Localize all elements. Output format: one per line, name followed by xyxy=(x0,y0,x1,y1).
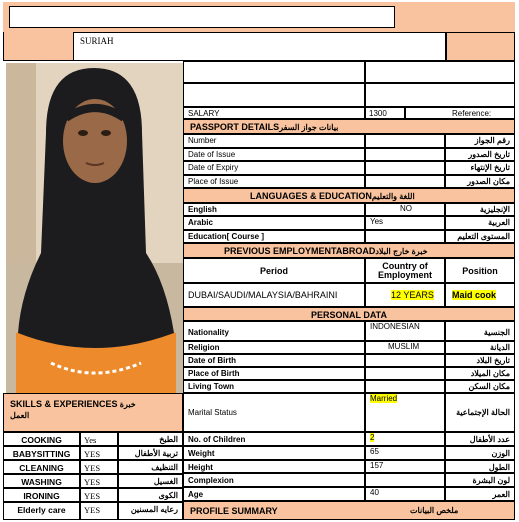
passport-row-value xyxy=(365,134,445,148)
salary-label-text: SALARY xyxy=(188,109,220,118)
marital-label-text: Marital Status xyxy=(188,408,237,417)
personal-row-label xyxy=(183,341,365,354)
col-period-text: Period xyxy=(259,266,288,276)
skill-row-ar-text: التنظيف xyxy=(151,463,178,472)
personal-row-label xyxy=(183,432,365,446)
salary-value-text: 1300 xyxy=(369,109,387,118)
language-row-value-text: Yes xyxy=(370,217,384,227)
skill-row-ar xyxy=(118,474,183,488)
personal-row-value-text: 2 xyxy=(370,433,375,442)
languages-header xyxy=(183,188,515,203)
personal-row-value xyxy=(365,487,445,501)
personal-row-label-text: Weight xyxy=(188,448,215,458)
skill-row-label xyxy=(3,474,80,488)
personal-row-ar xyxy=(445,367,515,380)
skill-row-value xyxy=(80,502,118,520)
employment-col-country xyxy=(365,258,445,283)
skill-row-value xyxy=(80,460,118,474)
passport-row-label xyxy=(183,161,365,175)
personal-row-label-text: Living Town xyxy=(188,382,235,391)
personal-row-label xyxy=(183,354,365,367)
language-row-value xyxy=(365,230,445,243)
passport-row-value xyxy=(365,175,445,189)
passport-row-value xyxy=(365,161,445,175)
personal-row-label xyxy=(183,473,365,487)
skill-row-ar-text: تربية الأطفال xyxy=(134,449,178,458)
passport-row-ar-text: تاريخ الإنتهاء xyxy=(470,163,510,172)
skill-row-value-text: Yes xyxy=(84,435,97,445)
personal-row-label-text: Age xyxy=(188,490,204,500)
skill-row-label xyxy=(3,432,80,446)
passport-row-ar xyxy=(445,175,515,189)
personal-row-value xyxy=(365,354,445,367)
personal-row-value-text: MUSLIM xyxy=(388,342,420,351)
language-row-ar xyxy=(445,230,515,243)
marital-label xyxy=(183,393,365,432)
nationality-value xyxy=(365,321,445,341)
skill-row-label-text: COOKING xyxy=(21,435,62,445)
skill-row-value-text: YES xyxy=(84,491,101,501)
col-country-text: Country of Employment xyxy=(377,261,432,281)
skill-row-ar-text: الكوى xyxy=(158,491,178,500)
language-row-label xyxy=(183,203,365,216)
language-row-label-text: English xyxy=(188,205,217,214)
personal-row-ar-text: الوزن xyxy=(491,448,510,458)
employment-col-position xyxy=(445,258,515,283)
personal-row-value-text: 65 xyxy=(370,446,379,456)
skill-row-ar xyxy=(118,502,183,520)
blank-cell-3 xyxy=(183,83,365,107)
personal-row-label xyxy=(183,487,365,501)
skill-row-label xyxy=(3,460,80,474)
personal-row-label xyxy=(183,380,365,393)
skill-row-value-text: YES xyxy=(84,449,101,459)
passport-row-value xyxy=(365,148,445,162)
personal-row-label-text: Place of Birth xyxy=(188,369,240,378)
personal-row-value-text: 40 xyxy=(370,488,379,498)
candidate-photo xyxy=(6,63,183,393)
skill-row-label xyxy=(3,488,80,502)
skill-row-label xyxy=(3,502,80,520)
skill-row-value xyxy=(80,432,118,446)
salary-value xyxy=(365,107,405,119)
reference-label: Reference: xyxy=(452,109,492,118)
nationality-label-text: Nationality xyxy=(188,328,229,337)
reference-cell xyxy=(405,107,515,119)
personal-row-ar-text: لون البشرة xyxy=(472,476,510,486)
language-row-ar-text: الإنجليزية xyxy=(479,205,510,214)
passport-title: PASSPORT DETAILS xyxy=(190,122,280,132)
personal-row-ar xyxy=(445,432,515,446)
language-row-ar-text: المستوى التعليم xyxy=(457,231,510,241)
personal-row-value xyxy=(365,367,445,380)
personal-row-ar-text: مكان السكن xyxy=(468,382,510,391)
skill-row-ar xyxy=(118,446,183,460)
language-row-value-text: NO xyxy=(400,204,412,213)
name-row-right xyxy=(446,32,515,61)
language-row-ar xyxy=(445,216,515,229)
personal-row-value xyxy=(365,460,445,474)
country-value: 12 YEARS xyxy=(391,290,434,300)
skill-row-label-text: WASHING xyxy=(21,477,62,487)
photo-illustration xyxy=(6,63,183,393)
personal-header xyxy=(183,307,515,321)
employment-period-value xyxy=(183,283,365,307)
personal-row-ar xyxy=(445,487,515,501)
position-value: Maid cook xyxy=(452,290,497,300)
passport-title-ar: بيانات جواز السفر xyxy=(279,123,339,132)
personal-row-value xyxy=(365,341,445,354)
passport-row-label-text: Number xyxy=(188,136,217,145)
languages-title-ar: اللغة والتعليم xyxy=(371,192,415,201)
personal-row-ar-text: عدد الأطفال xyxy=(469,435,510,444)
passport-row-label xyxy=(183,175,365,189)
title-box xyxy=(9,6,395,28)
personal-row-value xyxy=(365,446,445,460)
language-row-value xyxy=(365,203,445,216)
language-row-ar-text: العربية xyxy=(488,218,510,228)
blank-cell-4 xyxy=(365,83,515,107)
passport-row-ar xyxy=(445,161,515,175)
summary-title-ar: ملخص البيانات xyxy=(410,506,459,515)
skills-title: SKILLS & EXPERIENCES xyxy=(10,399,118,409)
personal-row-ar-text: تاريخ البلاد xyxy=(476,356,510,365)
marital-ar xyxy=(445,393,515,432)
blank-cell-2 xyxy=(365,61,515,83)
nationality-ar xyxy=(445,321,515,341)
passport-row-label xyxy=(183,148,365,162)
personal-row-label xyxy=(183,367,365,380)
passport-header xyxy=(183,119,515,134)
personal-row-ar-text: العمر xyxy=(492,490,510,500)
personal-row-value xyxy=(365,380,445,393)
language-row-label-text: Arabic xyxy=(188,218,213,228)
language-row-label-text: Education[ Course ] xyxy=(188,231,265,241)
skill-row-ar-text: رعايه المسنين xyxy=(130,505,178,514)
marital-ar-text: الحالة الإجتماعية xyxy=(456,408,510,417)
skill-row-value xyxy=(80,488,118,502)
employment-position-value xyxy=(445,283,515,307)
skills-title-ar: خبرة xyxy=(119,400,136,409)
nationality-ar-text: الجنسية xyxy=(483,328,510,337)
personal-row-value xyxy=(365,432,445,446)
personal-row-value xyxy=(365,473,445,487)
personal-row-ar xyxy=(445,460,515,474)
personal-row-ar xyxy=(445,354,515,367)
skill-row-ar xyxy=(118,460,183,474)
personal-row-label-text: Religion xyxy=(188,343,220,352)
name-row-left xyxy=(3,32,73,61)
employment-title: PREVIOUS EMPLOYMENTABROAD xyxy=(224,246,376,256)
name-box xyxy=(73,32,446,61)
passport-row-label-text: Date of Expiry xyxy=(188,163,239,172)
passport-row-label-text: Place of Issue xyxy=(188,176,239,186)
candidate-name: SURIAH xyxy=(80,36,114,46)
nationality-value-text: INDONESIAN xyxy=(370,322,420,331)
nationality-label xyxy=(183,321,365,341)
skill-row-value xyxy=(80,446,118,460)
language-row-label xyxy=(183,230,365,243)
personal-row-label xyxy=(183,460,365,474)
skill-row-label-text: BABYSITTING xyxy=(12,449,71,459)
salary-label xyxy=(183,107,365,119)
skills-header xyxy=(3,393,183,432)
employment-col-period xyxy=(183,258,365,283)
language-row-value xyxy=(365,216,445,229)
skills-title-ar2: العمل xyxy=(10,411,30,420)
personal-row-ar xyxy=(445,341,515,354)
personal-row-label xyxy=(183,446,365,460)
personal-row-ar-text: الطول xyxy=(488,462,510,472)
employment-title-ar: خبرة خارج البلاد xyxy=(375,247,428,256)
passport-row-ar-text: رقم الجواز xyxy=(474,136,510,145)
skill-row-label-text: IRONING xyxy=(23,491,60,501)
employment-country-value xyxy=(365,283,445,307)
col-position-text: Position xyxy=(462,266,498,276)
skill-row-ar-text: الطبخ xyxy=(159,435,178,444)
personal-row-label-text: No. of Children xyxy=(188,435,246,444)
personal-row-label-text: Height xyxy=(188,462,213,472)
summary-title: PROFILE SUMMARY xyxy=(190,506,278,516)
passport-row-ar xyxy=(445,148,515,162)
skill-row-value-text: YES xyxy=(84,477,101,487)
language-row-label xyxy=(183,216,365,229)
language-row-ar xyxy=(445,203,515,216)
skill-row-value-text: YES xyxy=(84,505,101,515)
passport-row-ar xyxy=(445,134,515,148)
skill-row-ar-text: الغسيل xyxy=(153,477,178,486)
blank-cell-1 xyxy=(183,61,365,83)
passport-row-label-text: Date of Issue xyxy=(188,149,236,159)
passport-row-ar-text: تاريخ الصدور xyxy=(468,149,510,159)
personal-row-ar-text: الديانة xyxy=(489,343,510,352)
skill-row-label xyxy=(3,446,80,460)
skill-row-ar xyxy=(118,488,183,502)
languages-title: LANGUAGES & EDUCATION xyxy=(250,191,372,201)
personal-row-ar xyxy=(445,446,515,460)
passport-row-ar-text: مكان الصدور xyxy=(467,176,510,186)
personal-row-ar-text: مكان الميلاد xyxy=(470,369,510,378)
personal-row-label-text: Complexion xyxy=(188,476,234,486)
personal-row-label-text: Date of Birth xyxy=(188,356,236,365)
marital-value-text: Married xyxy=(370,394,398,403)
summary-header xyxy=(183,501,515,520)
personal-row-ar xyxy=(445,473,515,487)
personal-row-value-text: 157 xyxy=(370,460,384,470)
personal-row-ar xyxy=(445,380,515,393)
period-value: DUBAI/SAUDI/MALAYSIA/BAHRAINI xyxy=(188,290,338,300)
skill-row-value-text: YES xyxy=(84,463,101,473)
personal-title: PERSONAL DATA xyxy=(310,310,387,320)
passport-row-label xyxy=(183,134,365,148)
skill-row-label-text: CLEANING xyxy=(19,463,64,473)
skill-row-value xyxy=(80,474,118,488)
marital-value xyxy=(365,393,445,432)
skill-row-ar xyxy=(118,432,183,446)
skill-row-label-text: Elderly care xyxy=(17,505,66,515)
employment-header xyxy=(183,243,515,258)
